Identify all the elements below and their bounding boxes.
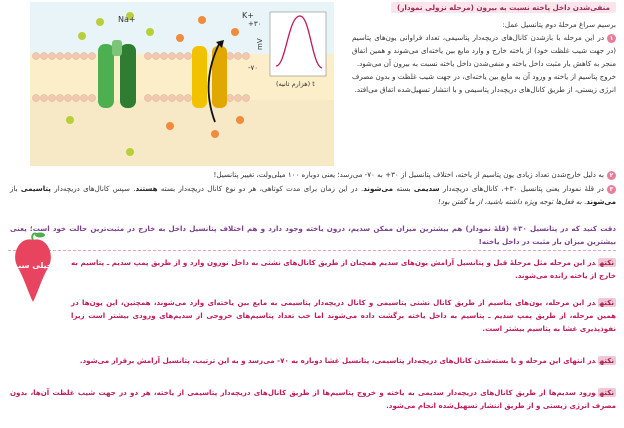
publisher-logo — [8, 232, 58, 308]
svg-text:-۷۰: -۷۰ — [248, 64, 259, 72]
point-2: ۲به دلیل خارج‌شدن تعداد زیادی یون پتاسیم از یاخته، اختلاف پتانسیل از ۳۰+ به ۷۰- می‌رسد؛ یعنی دوباره ۱۰۰ میلی‌ولت، تغییر پتانسیل! — [10, 168, 616, 181]
intro-text: برسیم سراغ مرحلهٔ دوم پتانسیل عمل: — [502, 20, 616, 29]
intro-block — [352, 18, 616, 96]
point-3-number: ۳ — [607, 185, 616, 194]
tip-1: نکتهدر این مرحله مثل مرحلهٔ قبل و پتانسیل آرامش یون‌های سدیم همچنان از طریق کانال‌های نشتی به داخل نورون وارد و از طریق پمپ سدیم ـ پتاسیم به خارج از یاخته رانده می‌شوند. — [71, 258, 616, 280]
point-3: ۳در قلهٔ نمودار یعنی پتانسیل ۳۰+، کانال‌های دریچه‌دار سدیمی بسته می‌شوند. در این زمان برای مدت کوتاهی، هر دو نوع کانال دریچه‌دار بسته هستند. سپس کانال‌های دریچه‌دار پتاسیمی باز می‌شوند. به فعل‌ها توجه ویژه داشته باشید، از ما گفتن بود! — [10, 184, 616, 206]
tip-2: نکتهدر این مرحله، یون‌های پتاسیم از طریق کانال نشتی پتاسیمی و کانال دریچه‌دار پتاسیمی به مایع بین یاخته‌ای وارد می‌شوند، همچنین، این یون‌ها در همین مرحله، از طریق پمپ سدیم ـ پتاسیم به داخل یاخته برگشت داده می‌شوند اما خب تعداد پتاسیم‌های خروجی از سدیم‌های ورودی بیشتر است زیرا نفوذپذیری غشا به پتاسیم بیشتر است. — [71, 298, 616, 333]
tip-4: نکتهورود سدیم‌ها از طریق کانال‌های دریچه‌دار سدیمی به یاخته و خروج پتاسیم‌ها از طریق کانال‌های دریچه‌دار پتاسیمی از یاخته، هر دو در جهت شیب غلظت آن‌ها، بدون مصرف انرژی زیستی و از طریق انتشار تسهیل‌شده انجام می‌شود. — [10, 388, 616, 410]
attention-note: دقت کنید که در پتانسیل ۳۰+ (قلهٔ نمودار) هم بیشترین میزان ممکن سدیم، درون یاخته وجود دارد و هم اختلاف پتانسیل داخل به خارج در مثبت‌ترین حالت خود است؛ یعنی بیشترین میزان بار مثبت در داخل یاخته! — [10, 224, 616, 246]
point-1b: خروج پتاسیم از یاخته و ورود آن به مایع بین یاخته‌ای، در جهت شیب غلظت و بدون مصرف انرژی زیستی، از طریق کانال‌های دریچه‌دار پتاسیمی و با انتشار تسهیل‌شده اتفاق می‌افتد. — [352, 72, 616, 94]
svg-text:+۳۰: +۳۰ — [248, 20, 262, 28]
point-1: ۱در این مرحله با بازشدن کانال‌های دریچه‌دار پتاسیمی، تعداد فراوانی یون‌های پتاسیم (در جهت شیب غلظت خود) از یاخته خارج و وارد مایع بین یاخته‌ای می‌شوند و همین اتفاق منجر به کاهش بار مثبت داخل یاخته و منفی‌شدن داخل یاخته نسبت به بیرون آن می‌شود. — [352, 33, 616, 68]
membrane-figure — [30, 2, 334, 166]
point-1-number: ۱ — [607, 34, 616, 43]
na-label: Na+ — [118, 15, 136, 24]
svg-text:mV: mV — [256, 38, 264, 50]
tip-3: نکتهدر انتهای این مرحله و با بسته‌شدن کانال‌های دریچه‌دار پتاسیمی، پتانسیل غشا دوباره به ۷۰- می‌رسد و به این ترتیب، پتانسیل آرامش برقرار می‌شود. — [79, 356, 614, 365]
svg-text:(هزارم ثانیه) t: (هزارم ثانیه) t — [276, 80, 315, 88]
divider — [8, 250, 616, 252]
k-label: K+ — [242, 11, 254, 20]
svg-text:خیلی سبز: خیلی سبز — [13, 261, 53, 270]
section-header: منفی‌شدن داخل یاخته نسبت به بیرون (مرحله نزولی نمودار) — [391, 2, 616, 13]
point-2-number: ۲ — [607, 171, 616, 180]
